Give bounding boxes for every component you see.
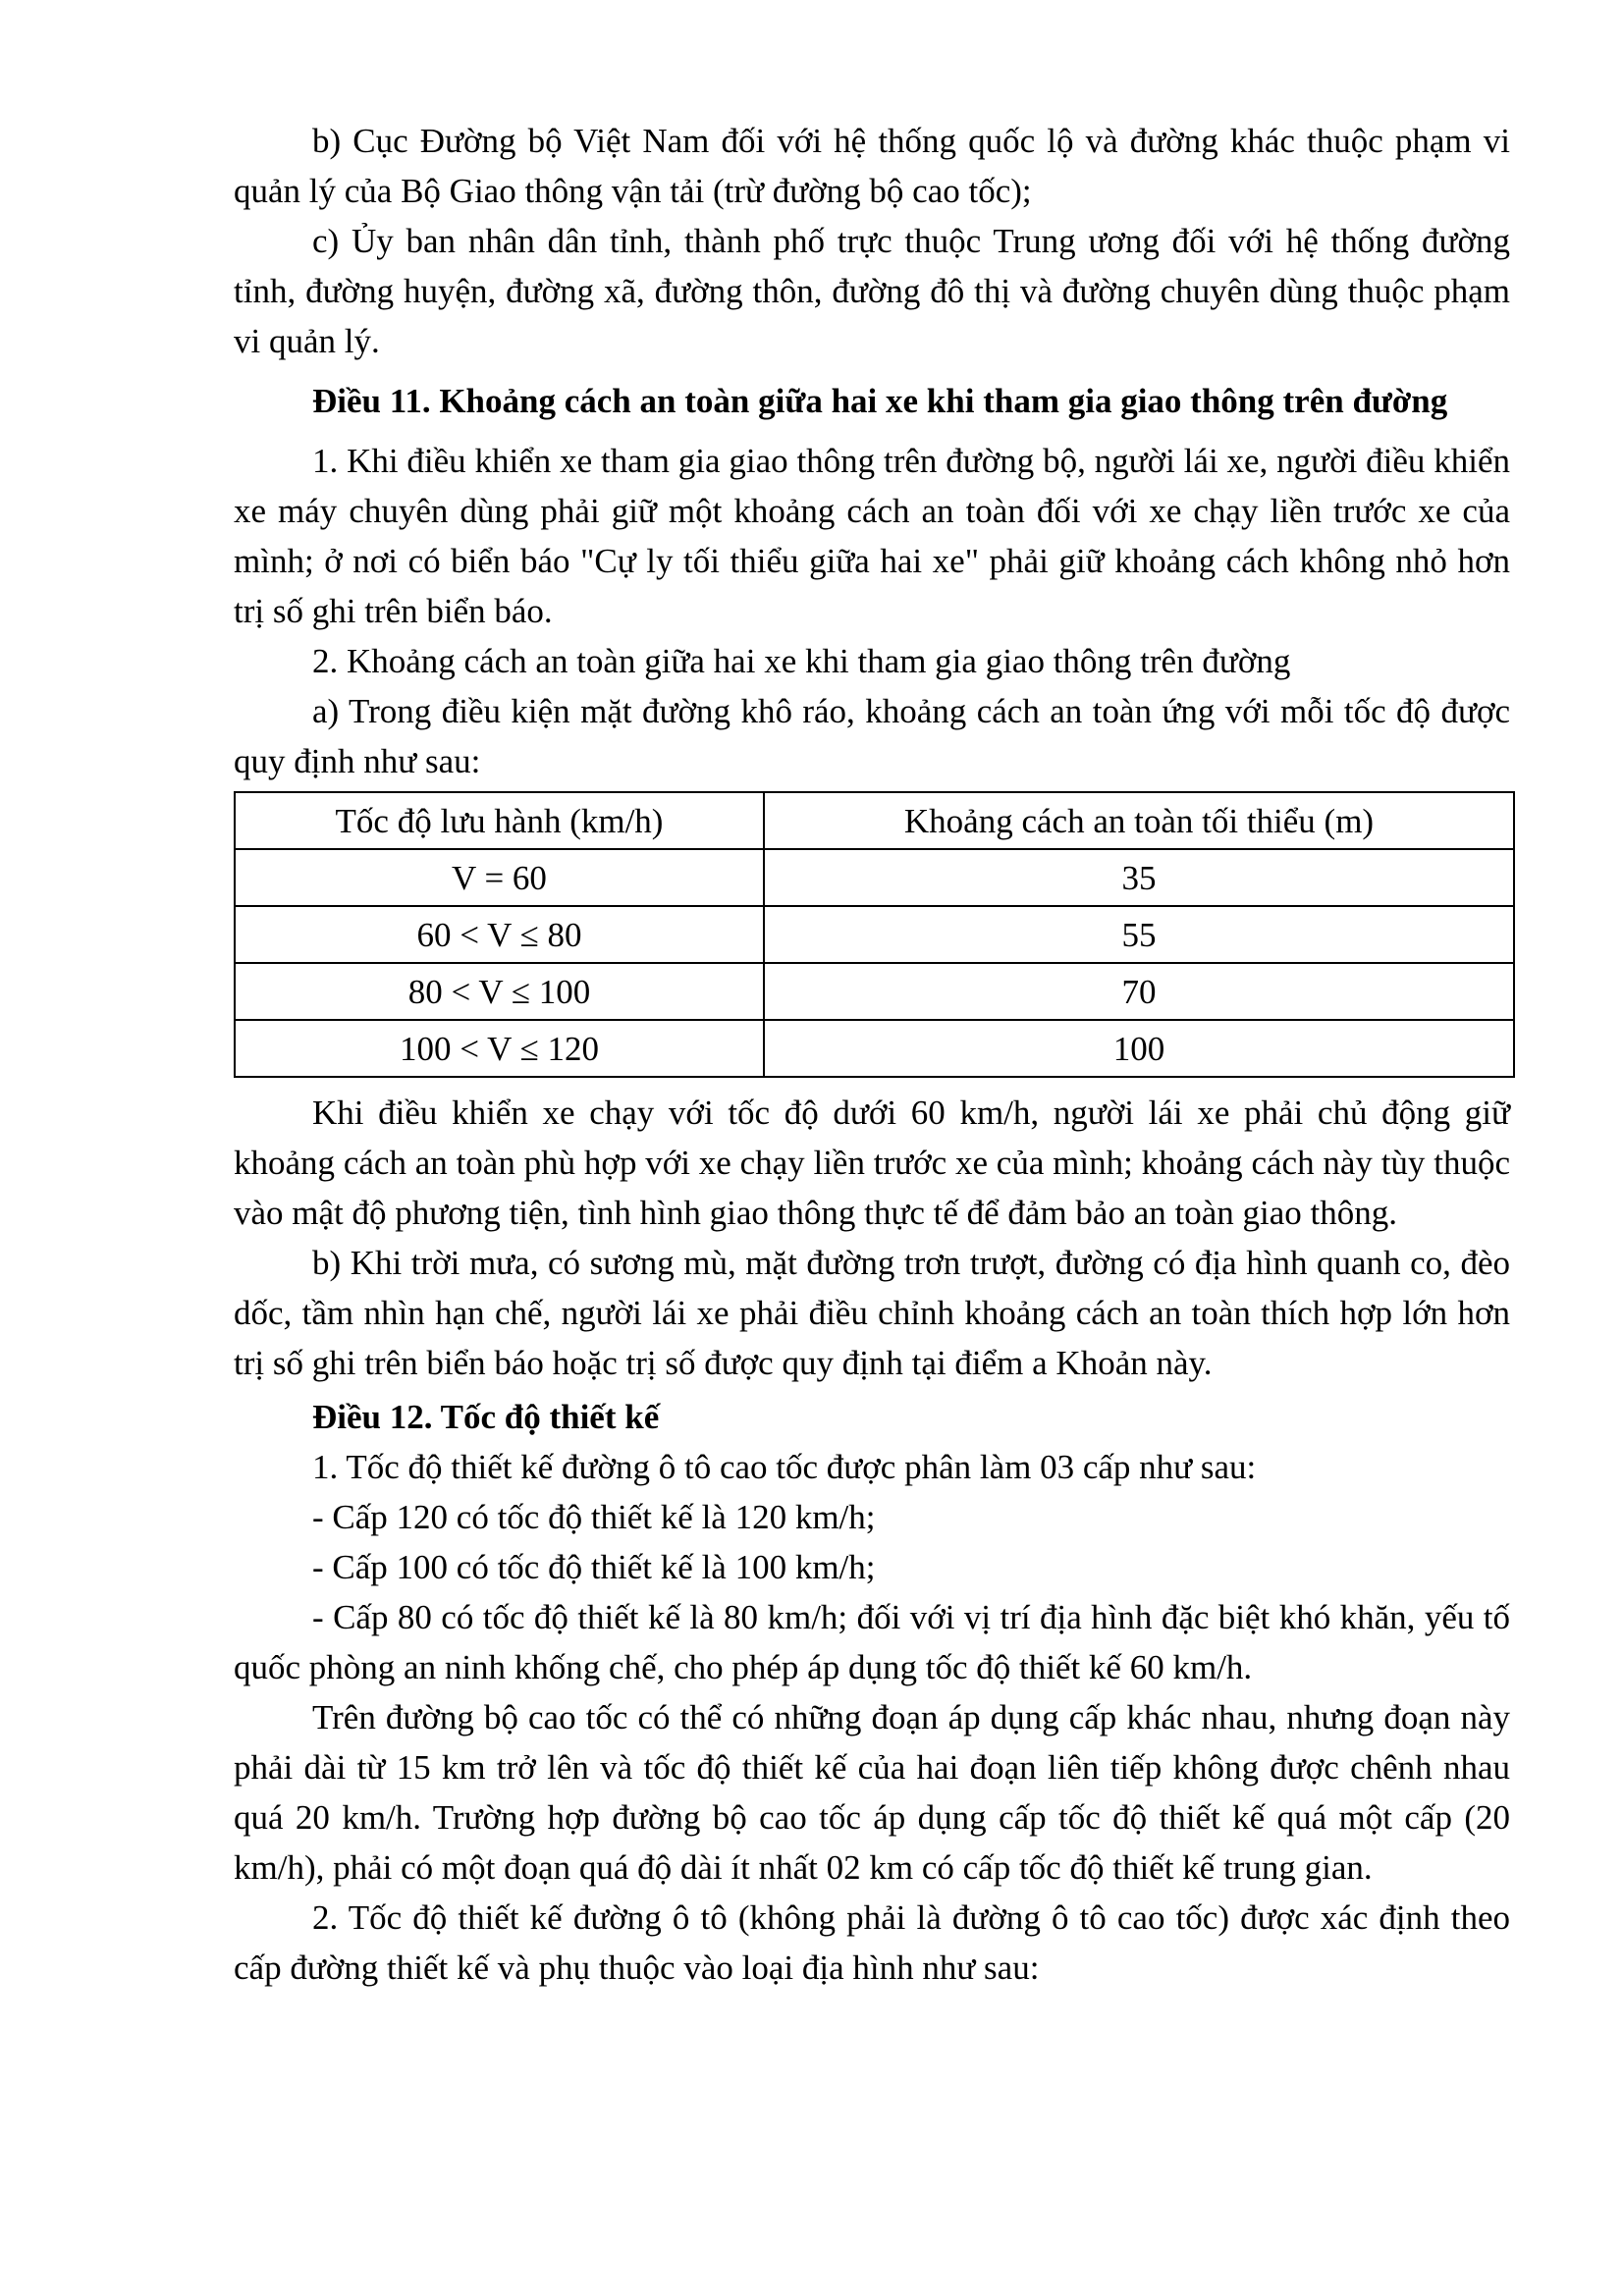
- article-12-paragraph-5: Trên đường bộ cao tốc có thể có những đoạn áp dụng cấp khác nhau, nhưng đoạn này phải dài từ 15 km trở lên và tốc độ thiết kế của hai đoạn liên tiếp không được chênh nhau quá 20 km/h. Trường hợp đường bộ cao tốc áp dụng cấp tốc độ thiết kế quá một cấp (20 km/h), phải có một đoạn quá độ dài ít nhất 02 km có cấp tốc độ thiết kế trung gian.: [234, 1698, 1510, 1887]
- article-12-paragraph-3: - Cấp 100 có tốc độ thiết kế là 100 km/h;: [312, 1548, 876, 1586]
- table-header-row: [235, 792, 1514, 849]
- article-12-paragraph-4: - Cấp 80 có tốc độ thiết kế là 80 km/h; đối với vị trí địa hình đặc biệt khó khăn, yếu tố quốc phòng an ninh khống chế, cho phép áp dụng tốc độ thiết kế 60 km/h.: [234, 1598, 1510, 1686]
- article-12-paragraph-6: 2. Tốc độ thiết kế đường ô tô (không phải là đường ô tô cao tốc) được xác định theo cấp đường thiết kế và phụ thuộc vào loại địa hình như sau:: [234, 1898, 1510, 1987]
- table-cell-speed: V = 60: [235, 849, 764, 906]
- table-header-speed: Tốc độ lưu hành (km/h): [235, 792, 764, 849]
- table-cell-speed: 60 < V ≤ 80: [235, 906, 764, 963]
- safe-distance-table: [234, 791, 1515, 1078]
- article-11-paragraph-5: b) Khi trời mưa, có sương mù, mặt đường trơn trượt, đường có địa hình quanh co, đèo dốc, tầm nhìn hạn chế, người lái xe phải điều chỉnh khoảng cách an toàn thích hợp lớn hơn trị số ghi trên biển báo hoặc trị số được quy định tại điểm a Khoản này.: [234, 1244, 1510, 1382]
- table-cell-speed: 80 < V ≤ 100: [235, 963, 764, 1020]
- table-cell-distance: 100: [764, 1020, 1514, 1077]
- table-row: [235, 906, 1514, 963]
- table-cell-speed: 100 < V ≤ 120: [235, 1020, 764, 1077]
- article-11-paragraph-2: 2. Khoảng cách an toàn giữa hai xe khi tham gia giao thông trên đường: [312, 642, 1291, 680]
- table-cell-distance: 35: [764, 849, 1514, 906]
- article-11-paragraph-3: a) Trong điều kiện mặt đường khô ráo, khoảng cách an toàn ứng với mỗi tốc độ được quy định như sau:: [234, 692, 1510, 780]
- table-header-distance: Khoảng cách an toàn tối thiểu (m): [764, 792, 1514, 849]
- table-cell-distance: 70: [764, 963, 1514, 1020]
- paragraph-c: c) Ủy ban nhân dân tỉnh, thành phố trực thuộc Trung ương đối với hệ thống đường tỉnh, đường huyện, đường xã, đường thôn, đường đô thị và đường chuyên dùng thuộc phạm vi quản lý.: [234, 222, 1510, 360]
- paragraph-b: b) Cục Đường bộ Việt Nam đối với hệ thống quốc lộ và đường khác thuộc phạm vi quản lý của Bộ Giao thông vận tải (trừ đường bộ cao tốc);: [234, 122, 1510, 210]
- table-row: [235, 963, 1514, 1020]
- article-11-paragraph-4: Khi điều khiển xe chạy với tốc độ dưới 60 km/h, người lái xe phải chủ động giữ khoảng cách an toàn phù hợp với xe chạy liền trước xe của mình; khoảng cách này tùy thuộc vào mật độ phương tiện, tình hình giao thông thực tế để đảm bảo an toàn giao thông.: [234, 1094, 1510, 1232]
- table-row: [235, 849, 1514, 906]
- article-11-paragraph-1: 1. Khi điều khiển xe tham gia giao thông trên đường bộ, người lái xe, người điều khiển xe máy chuyên dùng phải giữ một khoảng cách an toàn đối với xe chạy liền trước xe của mình; ở nơi có biển báo "Cự ly tối thiểu giữa hai xe" phải giữ khoảng cách không nhỏ hơn trị số ghi trên biển báo.: [234, 442, 1510, 630]
- article-12-heading: Điều 12. Tốc độ thiết kế: [312, 1398, 660, 1436]
- article-12-paragraph-2: - Cấp 120 có tốc độ thiết kế là 120 km/h;: [312, 1498, 876, 1536]
- table-cell-distance: 55: [764, 906, 1514, 963]
- article-11-heading: Điều 11. Khoảng cách an toàn giữa hai xe khi tham gia giao thông trên đường: [312, 382, 1448, 420]
- article-12-paragraph-1: 1. Tốc độ thiết kế đường ô tô cao tốc được phân làm 03 cấp như sau:: [312, 1448, 1257, 1486]
- document-page: [234, 116, 1510, 1993]
- table-row: [235, 1020, 1514, 1077]
